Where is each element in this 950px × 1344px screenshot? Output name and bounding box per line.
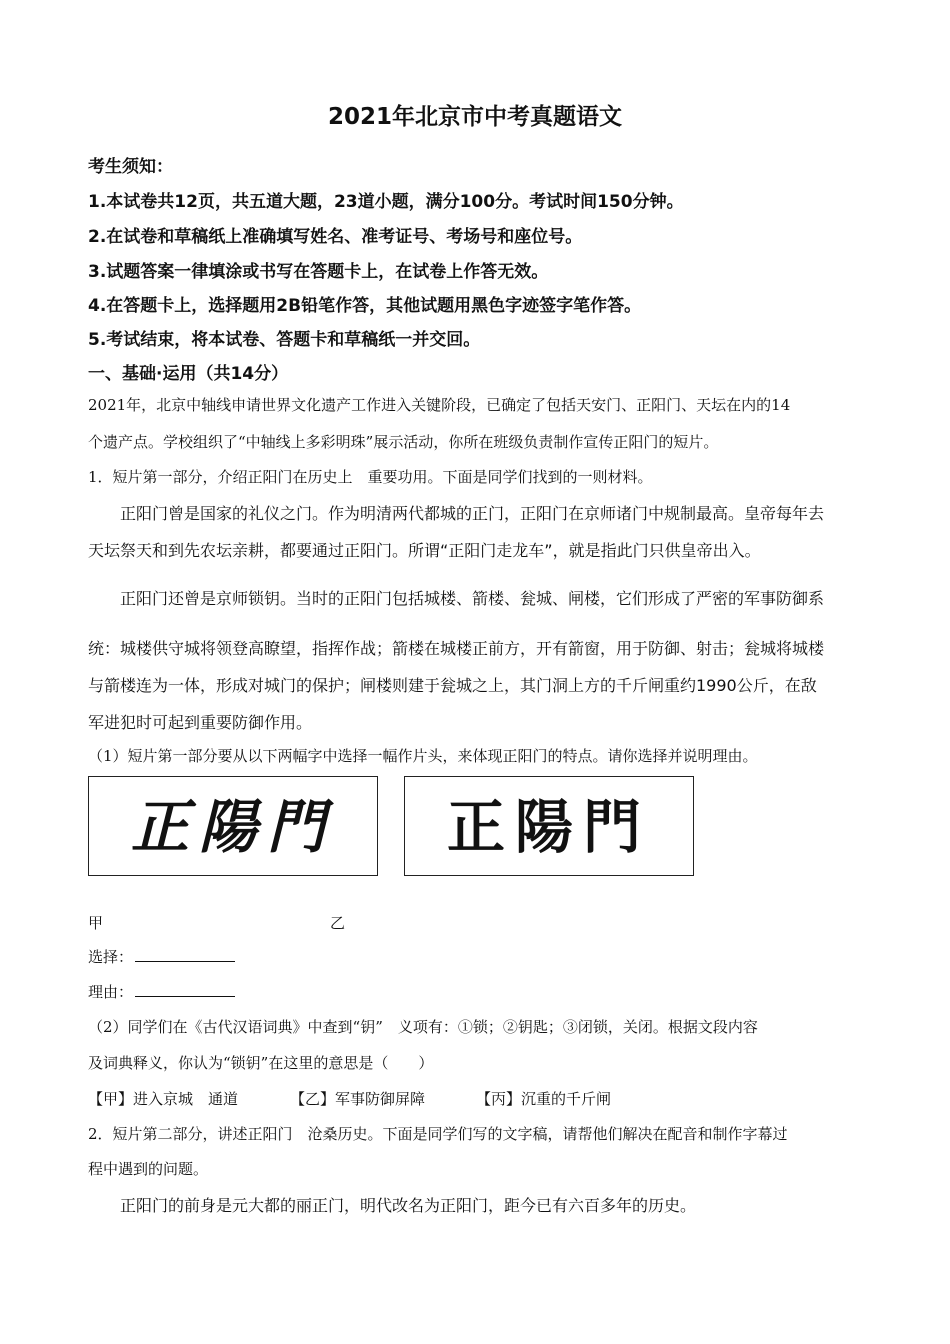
notice-item: 2.在试卷和草稿纸上准确填写姓名、准考证号、考场号和座位号。 <box>88 227 583 247</box>
reason-row <box>88 981 235 1002</box>
question-2-stem: 程中遇到的问题。 <box>88 1160 209 1178</box>
material-line: 正阳门还曾是京师锁钥。当时的正阳门包括城楼、箭楼、瓮城、闸楼，它们形成了严密的军事防御系 <box>120 589 825 608</box>
subquestion-2: 及词典释义，你认为“锁钥”在这里的意思是（ ） <box>88 1054 434 1072</box>
page-title: 2021年北京市中考真题语文 <box>327 104 622 130</box>
section-heading: 一、基础·运用（共14分） <box>88 364 289 384</box>
question-1-stem: 1．短片第一部分，介绍正阳门在历史上 重要功用。下面是同学们找到的一则材料。 <box>88 468 653 486</box>
subquestion-1: （1）短片第一部分要从以下两幅字中选择一幅作片头，来体现正阳门的特点。请你选择并说明理由。 <box>88 747 758 765</box>
label-b: 乙 <box>330 914 346 932</box>
subquestion-2: （2）同学们在《古代汉语词典》中查到“钥” 义项有：①锁；②钥匙；③闭锁，关闭。根据文段内容 <box>88 1018 758 1036</box>
material-line: 正阳门曾是国家的礼仪之门。作为明清两代都城的正门，正阳门在京师诸门中规制最高。皇帝每年去 <box>120 504 825 523</box>
calligraphy-text-b: 正陽門 <box>446 793 652 861</box>
choice-blank[interactable] <box>135 947 235 962</box>
calligraphy-box-a <box>88 776 378 876</box>
calligraphy-box-b <box>404 776 694 876</box>
choice-row <box>88 946 235 967</box>
notice-item: 1.本试卷共12页，共五道大题，23道小题，满分100分。考试时间150分钟。 <box>88 192 684 212</box>
calligraphy-image-b <box>405 777 693 875</box>
choice-label: 选择： <box>88 948 134 966</box>
option-c: 【丙】沉重的千斤闸 <box>476 1090 612 1108</box>
intro-line: 2021年，北京中轴线申请世界文化遗产工作进入关键阶段，已确定了包括天安门、正阳门、天坛在内的14 <box>88 396 791 414</box>
material-line: 天坛祭天和到先农坛亲耕，都要通过正阳门。所谓“正阳门走龙车”，就是指此门只供皇帝出入。 <box>88 541 761 560</box>
calligraphy-image-a <box>89 777 377 875</box>
material-line: 正阳门的前身是元大都的丽正门，明代改名为正阳门，距今已有六百多年的历史。 <box>120 1196 697 1215</box>
reason-blank[interactable] <box>135 982 235 997</box>
option-a: 【甲】进入京城 通道 <box>88 1090 239 1108</box>
option-b: 【乙】军事防御屏障 <box>290 1090 426 1108</box>
calligraphy-text-a: 正陽門 <box>130 793 336 861</box>
notice-item: 4.在答题卡上，选择题用2B铅笔作答，其他试题用黑色字迹签字笔作答。 <box>88 296 642 316</box>
material-line: 统：城楼供守城将领登高瞭望，指挥作战；箭楼在城楼正前方，开有箭窗，用于防御、射击；瓮城将城楼 <box>88 639 825 658</box>
question-2-stem: 2．短片第二部分，讲述正阳门 沧桑历史。下面是同学们写的文字稿，请帮他们解决在配音和制作字幕过 <box>88 1125 788 1143</box>
reason-label: 理由： <box>88 983 134 1001</box>
notice-item: 5.考试结束，将本试卷、答题卡和草稿纸一并交回。 <box>88 330 481 350</box>
material-line: 军进犯时可起到重要防御作用。 <box>88 713 313 732</box>
material-line: 与箭楼连为一体，形成对城门的保护；闸楼则建于瓮城之上，其门洞上方的千斤闸重约1990公斤，在敌 <box>88 676 817 695</box>
notice-heading: 考生须知： <box>88 157 173 177</box>
label-a: 甲 <box>88 914 104 932</box>
intro-line: 个遗产点。学校组织了“中轴线上多彩明珠”展示活动，你所在班级负责制作宣传正阳门的短片。 <box>88 433 719 451</box>
notice-item: 3.试题答案一律填涂或书写在答题卡上，在试卷上作答无效。 <box>88 262 549 282</box>
